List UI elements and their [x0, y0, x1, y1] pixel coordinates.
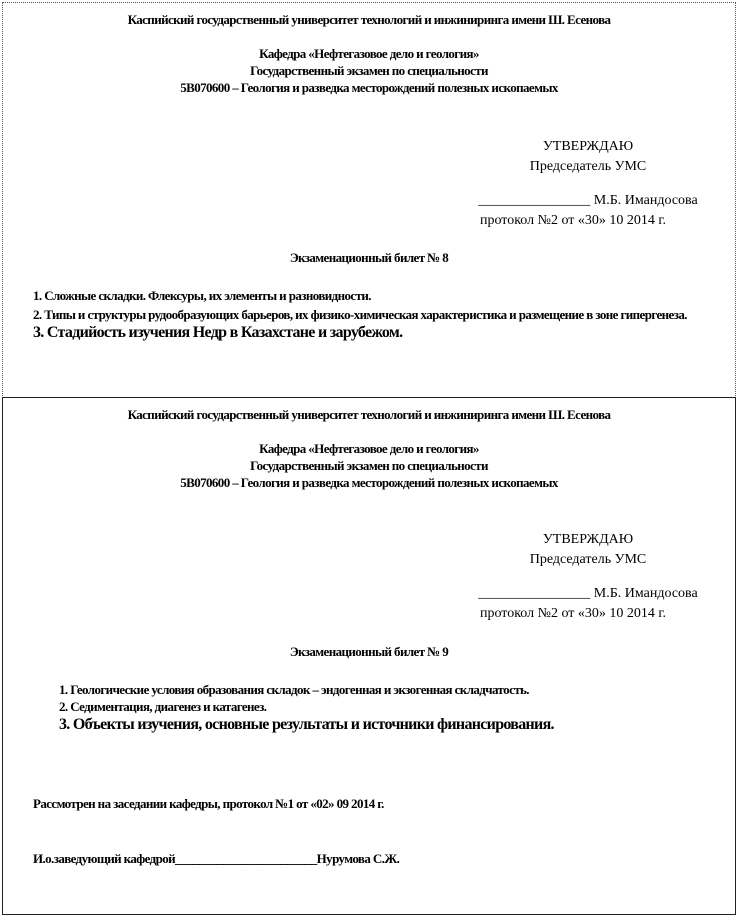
ticket-title: Экзаменационный билет № 9 — [289, 644, 449, 659]
university-name: Каспийский государственный университет технологий и инжиниринга имени Ш. Есенова — [127, 12, 611, 27]
approve-label: УТВЕРЖДАЮ — [542, 139, 634, 154]
question-2: 2. Седиментация, диагенез и катагенез. — [59, 699, 267, 714]
specialty: 5В070600 – Геология и разведка месторождений полезных ископаемых — [180, 475, 558, 490]
exam-name: Государственный экзамен по специальности — [250, 458, 488, 473]
signature-line: ________________ М.Б. Имандосова — [478, 193, 698, 208]
university-name: Каспийский государственный университет технологий и инжиниринга имени Ш. Есенова — [127, 407, 611, 422]
question-1: 1. Геологические условия образования складок – эндогенная и экзогенная складчатость. — [59, 682, 529, 697]
question-1: 1. Сложные складки. Флексуры, их элементы и разновидности. — [33, 288, 371, 303]
chair-label: Председатель УМС — [529, 159, 647, 174]
reviewed-note: Рассмотрен на заседании кафедры, протокол №1 от «02» 09 2014 г. — [33, 796, 384, 811]
exam-ticket-8 — [2, 2, 736, 398]
question-3: 3. Объекты изучения, основные результаты и источники финансирования. — [59, 716, 554, 733]
signature-line: ________________ М.Б. Имандосова — [478, 586, 698, 601]
question-3: 3. Стадийость изучения Недр в Казахстане и зарубежом. — [33, 324, 403, 341]
protocol: протокол №2 от «30» 10 2014 г. — [479, 606, 667, 621]
specialty: 5В070600 – Геология и разведка месторождений полезных ископаемых — [180, 80, 558, 95]
approve-label: УТВЕРЖДАЮ — [542, 532, 634, 547]
ticket-title: Экзаменационный билет № 8 — [289, 250, 449, 265]
department: Кафедра «Нефтегазовое дело и геология» — [259, 441, 479, 456]
exam-ticket-9 — [2, 397, 736, 915]
chair-label: Председатель УМС — [529, 552, 647, 567]
head-of-department: И.о.заведующий кафедрой________________________Нурумова С.Ж. — [33, 851, 400, 866]
department: Кафедра «Нефтегазовое дело и геология» — [259, 46, 479, 61]
protocol: протокол №2 от «30» 10 2014 г. — [479, 213, 667, 228]
question-2: 2. Типы и структуры рудообразующих барьеров, их физико-химическая характеристика и размещение в зоне гипергенеза. — [33, 307, 687, 322]
exam-name: Государственный экзамен по специальности — [250, 63, 488, 78]
